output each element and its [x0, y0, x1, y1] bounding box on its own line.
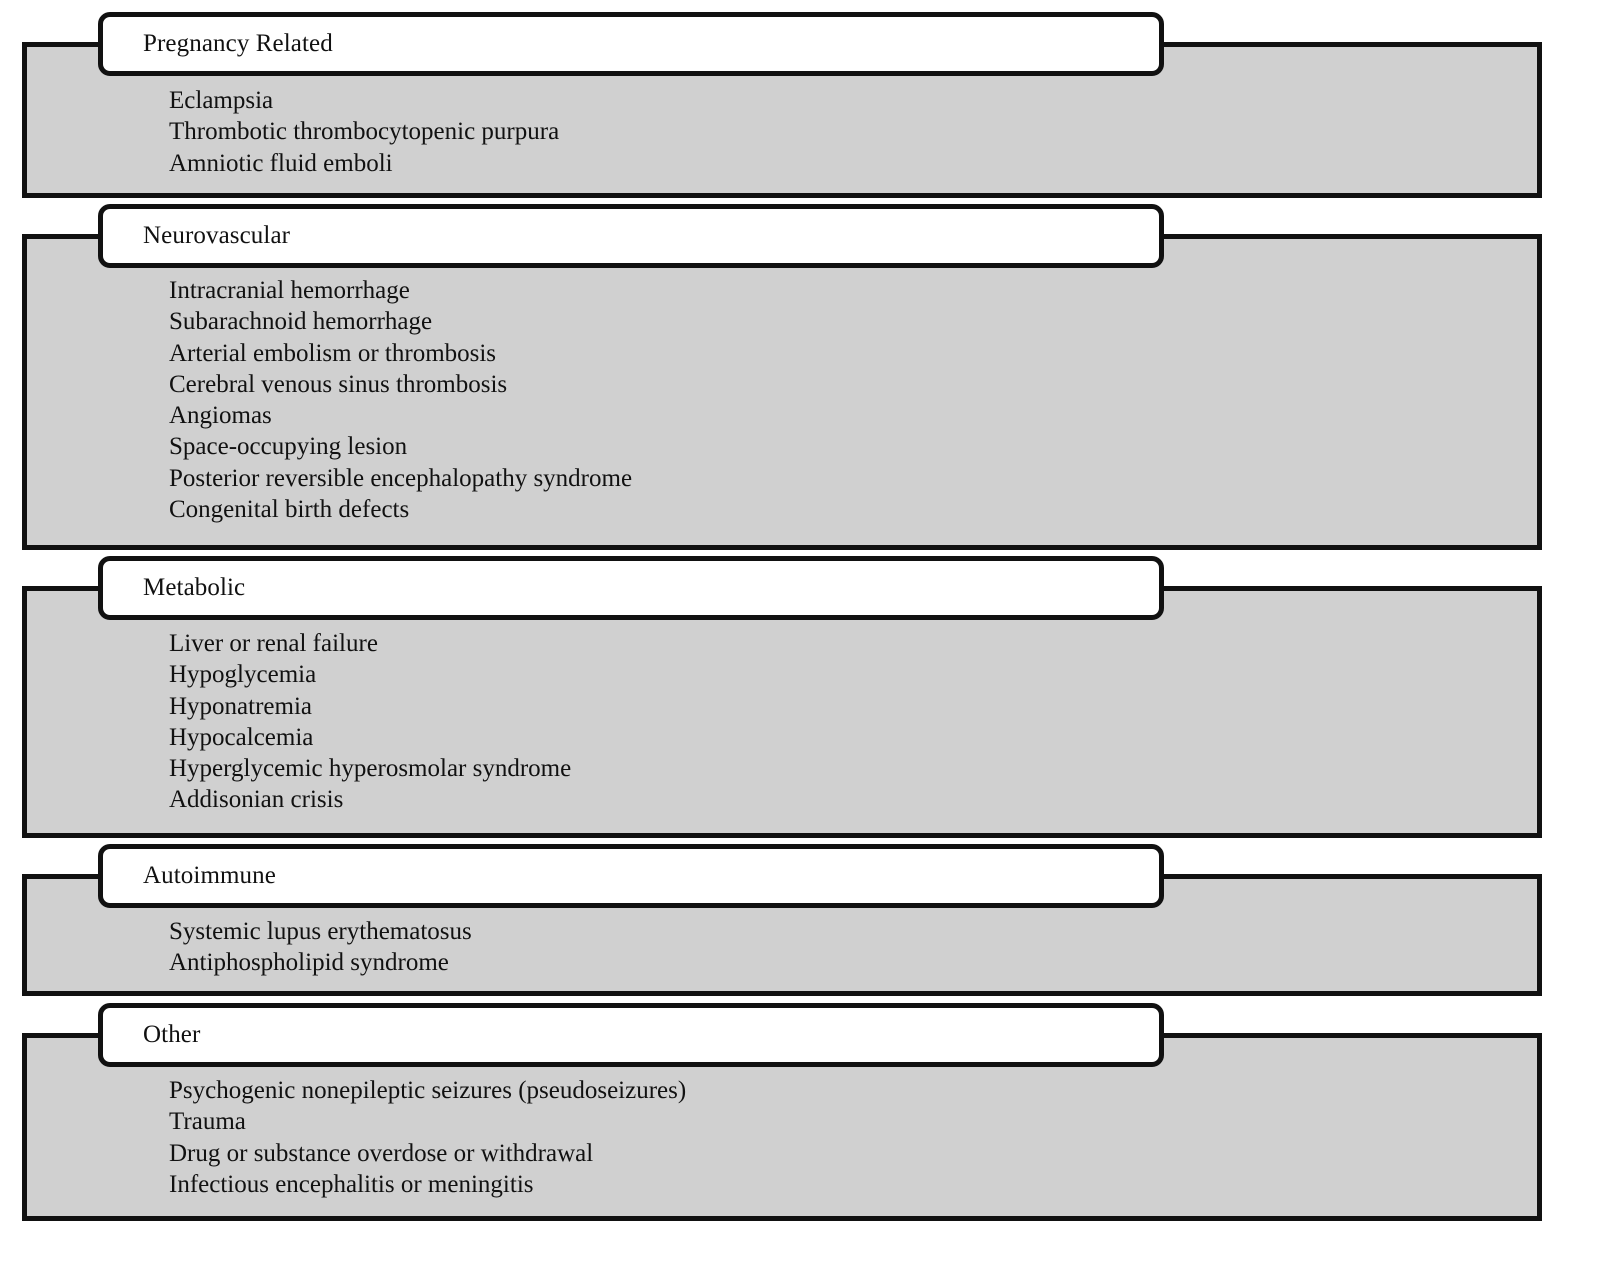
category-item-list [169, 916, 472, 979]
list-item: Hypocalcemia [169, 723, 314, 751]
list-item: Subarachnoid hemorrhage [169, 308, 433, 336]
category-header [98, 1003, 1164, 1067]
list-item: Intracranial hemorrhage [169, 277, 410, 304]
list-item: Antiphospholipid syndrome [169, 949, 449, 977]
category-item-list [169, 275, 632, 525]
list-item: Thrombotic thrombocytopenic purpura [169, 118, 560, 146]
category-header [98, 556, 1164, 620]
list-item: Addisonian crisis [169, 786, 344, 814]
category-metabolic [0, 556, 1598, 838]
category-neurovascular [0, 204, 1598, 550]
list-item: Eclampsia [169, 87, 274, 114]
list-item: Hyponatremia [169, 692, 313, 720]
list-item: Trauma [169, 1108, 246, 1136]
list-item: Hyperglycemic hyperosmolar syndrome [169, 755, 572, 783]
category-autoimmune [0, 844, 1598, 996]
list-item: Systemic lupus erythematosus [169, 918, 472, 945]
list-item: Posterior reversible encephalopathy syndrome [169, 464, 633, 492]
category-title: Other [143, 1021, 201, 1048]
list-item: Liver or renal failure [169, 630, 378, 657]
category-pregnancy-related [0, 12, 1598, 198]
category-item-list [169, 85, 559, 179]
category-item-list [169, 628, 571, 816]
category-item-list [169, 1075, 686, 1200]
list-item: Infectious encephalitis or meningitis [169, 1170, 534, 1198]
category-other [0, 1003, 1598, 1221]
category-title: Pregnancy Related [143, 30, 333, 57]
list-item: Space-occupying lesion [169, 433, 408, 461]
list-item: Drug or substance overdose or withdrawal [169, 1139, 594, 1167]
list-item: Angiomas [169, 402, 272, 430]
category-title: Autoimmune [143, 862, 276, 889]
list-item: Psychogenic nonepileptic seizures (pseudoseizures) [169, 1077, 687, 1104]
category-header [98, 844, 1164, 908]
list-item: Amniotic fluid emboli [169, 149, 393, 177]
category-header [98, 12, 1164, 76]
category-title: Metabolic [143, 574, 246, 601]
category-title: Neurovascular [143, 222, 291, 249]
list-item: Hypoglycemia [169, 661, 317, 689]
list-item: Congenital birth defects [169, 496, 410, 524]
list-item: Cerebral venous sinus thrombosis [169, 370, 508, 398]
category-header [98, 204, 1164, 268]
list-item: Arterial embolism or thrombosis [169, 339, 497, 367]
